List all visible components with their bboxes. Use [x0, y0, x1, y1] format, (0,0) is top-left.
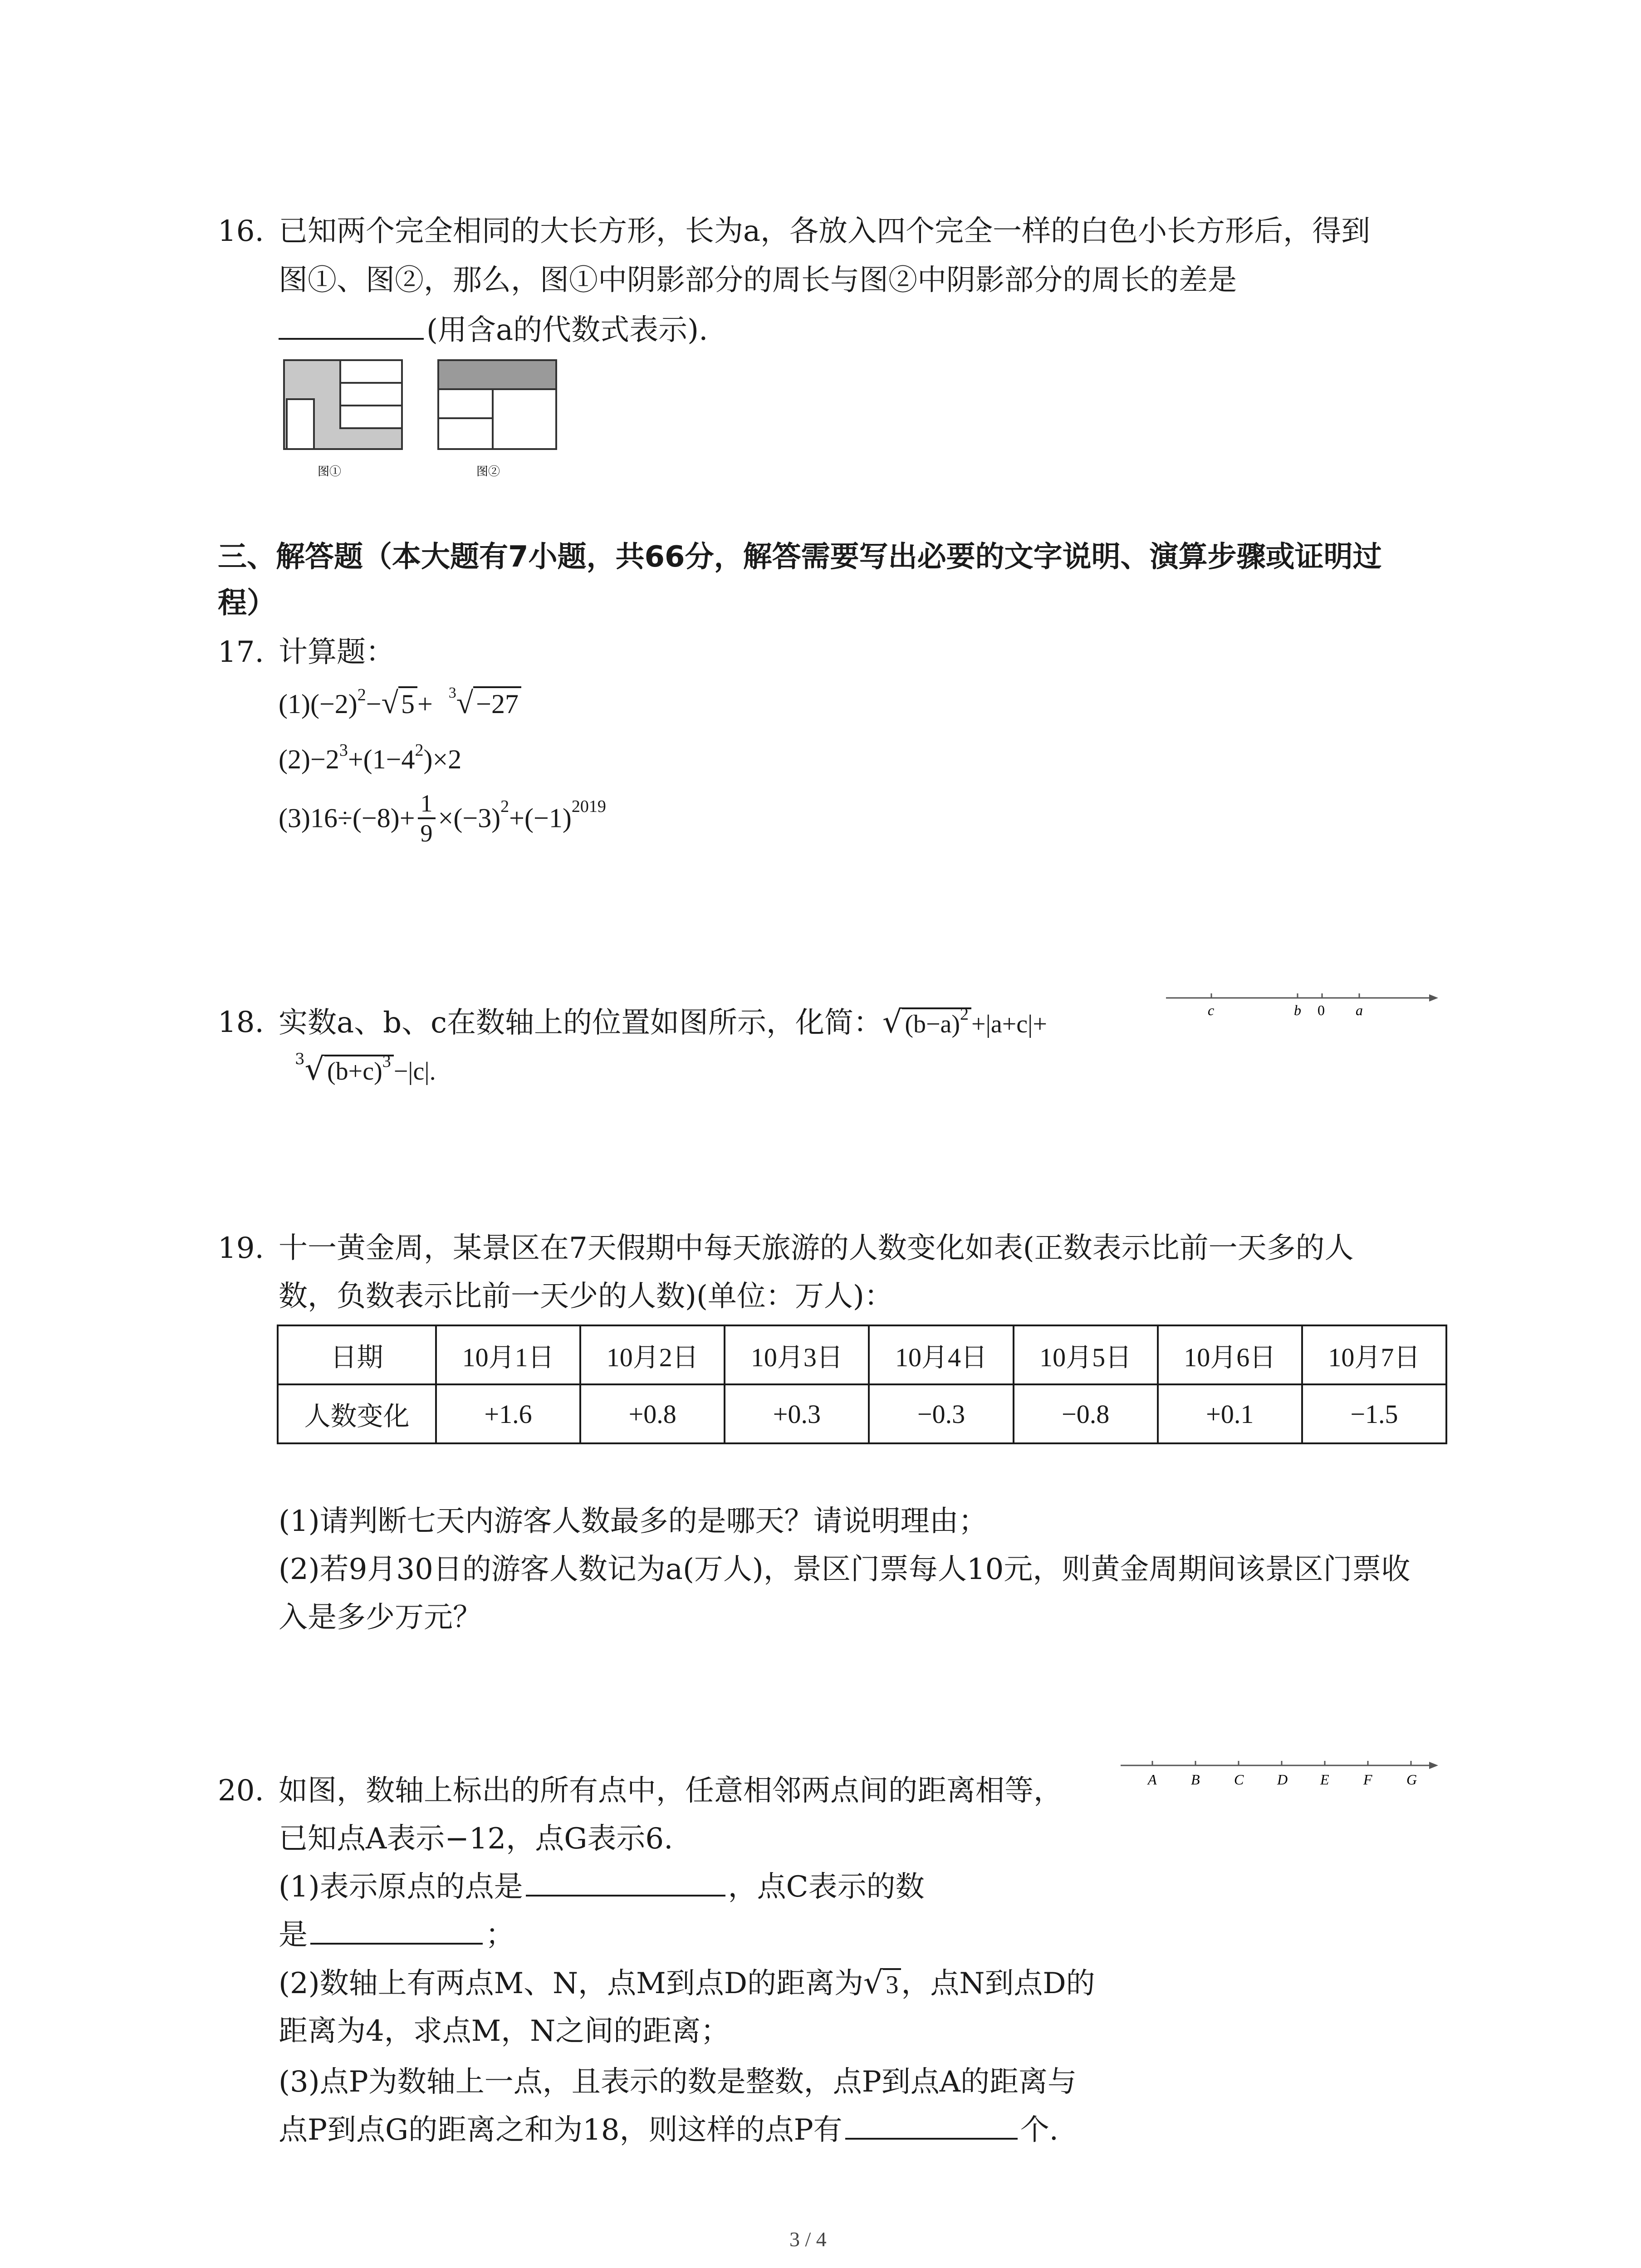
table-value-cell: −1.5: [1302, 1384, 1446, 1443]
axis-label-D: D: [1277, 1771, 1288, 1788]
table-value-cell: +0.3: [725, 1384, 869, 1443]
q20-part2-line2: 距离为4，求点M，N之间的距离；: [279, 2014, 730, 2048]
fraction-one-ninth: $\frac{1}{9}$: [418, 789, 436, 847]
q19-part2-line2: 入是多少万元？: [279, 1601, 482, 1634]
q16-line2: 图①、图②，那么，图①中阴影部分的周长与图②中阴影部分的周长的差是: [279, 264, 1237, 297]
q19-number: 19.: [218, 1232, 264, 1265]
fig2-shaded-top: [438, 360, 556, 389]
fig1-small-rect-2: [340, 383, 402, 406]
table-row-values: [278, 1384, 1446, 1443]
axis-label-b: b: [1294, 1002, 1301, 1018]
q17-part3: (3)16÷(−8)+ $\frac{1}{9}$ $\times(-3)^2+(-1)^{2019}$: [279, 790, 606, 847]
q19-part2-line1: (2)若9月30日的游客人数记为a(万人)，景区门票每人10元，则黄金周期间该景区门票收: [279, 1553, 1411, 1586]
axis-label-A: A: [1148, 1771, 1157, 1788]
axis-label-F: F: [1363, 1771, 1372, 1788]
q20-part2-line1: (2)数轴上有两点M、N，点M到点D的距离为√ 3，点N到点D的: [279, 1965, 1095, 2001]
q18-line1: 实数a、b、c在数轴上的位置如图所示，化简：√ $(b-a)^2 +|a+c|+$: [279, 1004, 1047, 1040]
table-date-cell: 10月4日: [869, 1325, 1013, 1384]
fig1-small-rect-vertical: [287, 399, 314, 449]
axis-label-a: a: [1356, 1002, 1363, 1018]
q18-number: 18.: [218, 1006, 264, 1039]
table-value-cell: +0.8: [580, 1384, 725, 1443]
q16-number: 16.: [218, 215, 264, 248]
table-date-cell: 10月7日: [1302, 1325, 1446, 1384]
table-value-cell: −0.3: [869, 1384, 1013, 1443]
table-value-cell: +1.6: [436, 1384, 580, 1443]
axis-label-B: B: [1191, 1771, 1200, 1788]
figure-2: [438, 360, 556, 449]
fig2-small-rect-1: [438, 418, 493, 449]
table-date-cell: 10月2日: [580, 1325, 725, 1384]
fig1-small-rect-3: [340, 406, 402, 428]
axis-label-C: C: [1234, 1771, 1244, 1788]
table-date-cell: 10月3日: [725, 1325, 869, 1384]
axis-label-c: c: [1208, 1002, 1215, 1018]
q20-part3-line2: 点P到点G的距离之和为18，则这样的点P有 个.: [279, 2113, 1059, 2147]
fig1-small-rect-1: [340, 360, 402, 383]
q16-answer-blank[interactable]: [279, 334, 424, 340]
q19-line1: 十一黄金周，某景区在7天假期中每天旅游的人数变化如表(正数表示比前一天多的人: [279, 1232, 1354, 1265]
q16-line1: 已知两个完全相同的大长方形，长为a，各放入四个完全一样的白色小长方形后，得到: [279, 215, 1371, 248]
table-date-cell: 10月1日: [436, 1325, 580, 1384]
axis-label-zero: 0: [1318, 1002, 1325, 1018]
axis-label-E: E: [1320, 1771, 1329, 1788]
table-value-cell: +0.1: [1158, 1384, 1302, 1443]
q19-part1: (1)请判断七天内游客人数最多的是哪天？请说明理由；: [279, 1505, 988, 1538]
q20-part1-line2: 是 ；: [279, 1918, 514, 1952]
q20-part3-line1: (3)点P为数轴上一点，且表示的数是整数，点P到点A的距离与: [279, 2065, 1077, 2099]
axis-arrow: [1429, 994, 1438, 1002]
table-header-label: 日期: [278, 1325, 436, 1384]
q20-origin-blank[interactable]: [526, 1891, 725, 1897]
q20-point-c-blank[interactable]: [310, 1939, 483, 1945]
q17-title: 计算题：: [279, 635, 395, 669]
q17-part2: $(2)-2^3+(1-4^2)\times 2$: [279, 741, 462, 774]
table-date-cell: 10月6日: [1158, 1325, 1302, 1384]
q20-number-line: [1116, 1751, 1443, 1805]
axis-label-G: G: [1406, 1771, 1417, 1788]
table-row-label: 人数变化: [278, 1384, 436, 1443]
section3-heading-line1: 三、解答题（本大题有7小题，共66分，解答需要写出必要的文字说明、演算步骤或证明过: [218, 540, 1382, 574]
page-number: 3 / 4: [789, 2228, 827, 2251]
q20-number: 20.: [218, 1774, 264, 1808]
q19-table: [277, 1325, 1447, 1444]
table-row-header: [278, 1325, 1446, 1384]
q18-line2: $^3$√ $(b+c)^3 -|c|$.: [295, 1050, 436, 1087]
table-value-cell: −0.8: [1014, 1384, 1158, 1443]
axis-arrow: [1429, 1762, 1438, 1769]
figure-1: [284, 360, 402, 449]
fig2-label: 图②: [476, 464, 500, 478]
q16-figures: [277, 358, 567, 494]
q16-line3: (用含a的代数式表示).: [279, 312, 708, 348]
fig1-label: 图①: [318, 464, 342, 478]
q20-line1: 如图，数轴上标出的所有点中，任意相邻两点间的距离相等，: [279, 1774, 1063, 1808]
section3-heading-line2: 程）: [218, 587, 276, 620]
q17-number: 17.: [218, 635, 264, 669]
q17-part1: $(1)(-2)^2-√$ 5 + $^3$√ −27: [279, 685, 521, 721]
q18-number-line: [1161, 984, 1443, 1039]
q20-count-blank[interactable]: [845, 2134, 1018, 2140]
q19-line2: 数，负数表示比前一天少的人数)(单位：万人)：: [279, 1280, 893, 1313]
q20-line2: 已知点A表示−12，点G表示6.: [279, 1822, 673, 1856]
q20-part1-line1: (1)表示原点的点是 ，点C表示的数: [279, 1870, 925, 1904]
table-date-cell: 10月5日: [1014, 1325, 1158, 1384]
